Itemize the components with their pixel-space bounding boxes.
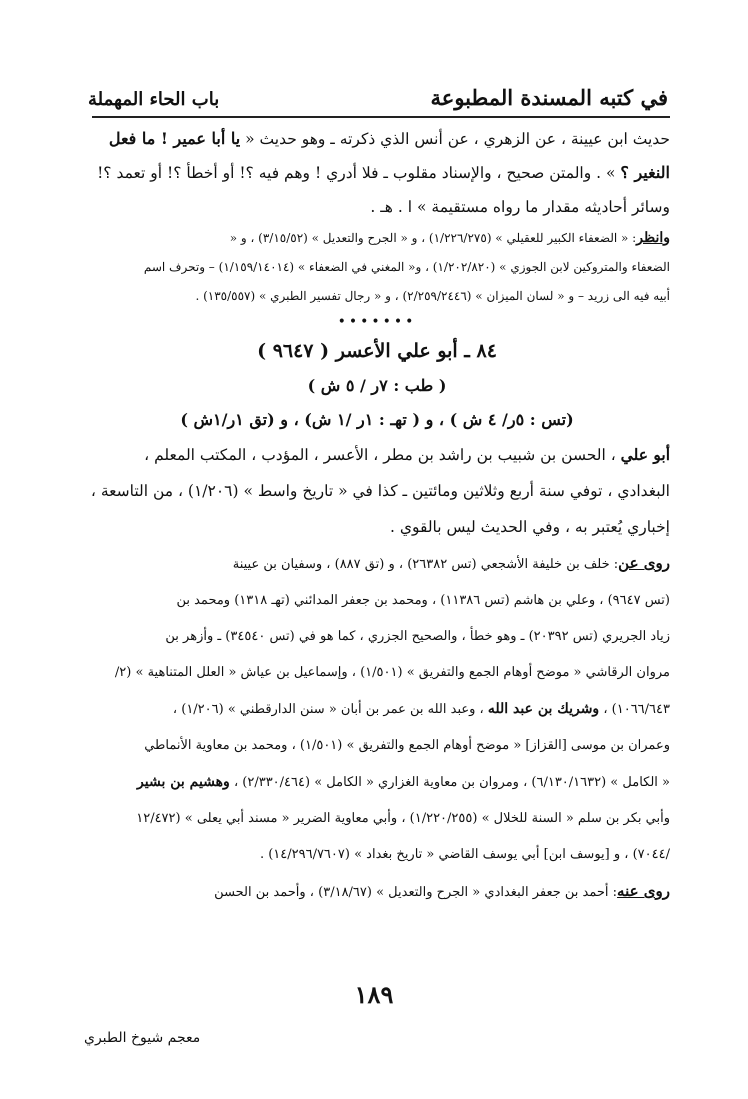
text-line: مروان الرقاشي « موضح أوهام الجمع والتفريق » (١/٥٠١) ، وإسماعيل بن عياش « العلل المتناهية » (٢/ xyxy=(114,665,670,680)
narrated-by-lead: روى عنه xyxy=(617,882,670,900)
previous-entry-text xyxy=(84,122,670,224)
text-line: « الكامل » (٦/١٣٠/١٦٣٢) ، ومروان بن معاوية الغزاري « الكامل » (٢/٣٣٠/٤٦٤) ، وهشيم بن بشير xyxy=(137,774,670,790)
text-line: روى عن: خلف بن خليفة الأشجعي (تس ٢٦٣٨٢) ، و (تق ٨٨٧) ، وسفيان بن عيينة xyxy=(232,554,670,572)
text-line: إخباري يُعتبر به ، وفي الحديث ليس بالقوي . xyxy=(390,518,670,536)
section-separator: ••••••• xyxy=(337,314,417,330)
text-line: روى عنه: أحمد بن جعفر البغدادي « الجرح والتعديل » (٣/١٨/٦٧) ، وأحمد بن الحسن xyxy=(214,882,670,900)
text-line: النغير ؟ » . والمتن صحيح ، والإسناد مقلوب ـ فلا أدري ! وهم فيه ؟! أو أخطأ ؟! أو تعمد ؟! xyxy=(97,163,670,182)
text-line: أبو علي ، الحسن بن شبيب بن راشد بن مطر ، الأعسر ، المؤدب ، المكتب المعلم ، xyxy=(144,445,670,464)
references-lead: وانظر xyxy=(636,230,670,246)
text-line: وأبي بكر بن سلم « السنة للخلال » (١/٢٢٠/٢٥٥) ، وأبي معاوية الضرير « مسند أبي يعلى » (١٢/٤٧٢ xyxy=(136,811,670,826)
text-line: زياد الجريري (تس ٢٠٣٩٢) ـ وهو خطأ ، والصحيح الجزري ، كما هو في (تس ٣٤٥٤٠) ـ وأزهر بن xyxy=(165,629,670,644)
reference-line: الضعفاء والمتروكين لابن الجوزي » (١/٢٠٢/٨٢٠) ، و« المغني في الضعفاء » (١/١٥٩/١٤٠١٤) – وتحرف اسم xyxy=(143,260,670,274)
entry-title: ٨٤ ـ أبو علي الأعسر ( ٩٦٤٧ ) xyxy=(257,340,497,362)
narrated-by-block xyxy=(84,873,670,911)
entry-sigla-secondary: (تس : ٥ر/ ٤ ش ) ، و ( تهـ : ١ر /١ ش) ، و (تق ١ر/١ش ) xyxy=(180,410,574,429)
biography xyxy=(84,437,670,545)
reference-line: وانظر: « الضعفاء الكبير للعقيلي » (١/٢٢٦/٢٧٥) ، و « الجرح والتعديل » (٣/١٥/٥٢) ، و « xyxy=(229,230,670,246)
reference-line: أبيه فيه الى زريد – و « لسان الميزان » (٢/٢٥٩/٢٤٤٦) ، و « رجال تفسير الطبري » (١٣٥/٥٥٧) . xyxy=(195,289,670,303)
footer-book-title: معجم شيوخ الطبري xyxy=(84,1030,201,1046)
chapter-title: باب الحاء المهملة xyxy=(88,89,220,110)
text-line: حديث ابن عيينة ، عن الزهري ، عن أنس الذي ذكرته ـ وهو حديث « يا أبا عمير ! ما فعل xyxy=(108,129,670,148)
text-line: وسائر أحاديثه مقدار ما رواه مستقيمة » ا . هـ . xyxy=(370,198,670,216)
narrated-from-block xyxy=(84,545,670,873)
text-line: ١٠٦٦/٦٤٣) ، وشريك بن عبد الله ، وعبد الله بن عمر بن أبان « سنن الدارقطني » (١/٢٠٦) ، xyxy=(172,701,670,717)
entry-sigla-primary: ( طب : ٧ر / ٥ ش ) xyxy=(307,376,447,395)
text-line: البغدادي ، توفي سنة أربع وثلاثين ومائتين ـ كذا في « تاريخ واسط » (١/٢٠٦) ، من التاسعة ، xyxy=(90,482,670,500)
page-number: ١٨٩ xyxy=(354,980,394,1009)
text-line: /٧٠٤٤) ، و [يوسف ابن] أبي يوسف القاضي « تاريخ بغداد » (١٤/٢٩٦/٧٦٠٧) . xyxy=(259,847,670,862)
text-line: (تس ٩٦٤٧) ، وعلي بن هاشم (تس ١١٣٨٦) ، ومحمد بن جعفر المدائني (تهـ ١٣١٨) ومحمد بن xyxy=(176,593,670,608)
book-title: في كتبه المسندة المطبوعة xyxy=(430,85,668,110)
running-header xyxy=(88,70,668,110)
narrated-from-lead: روى عن xyxy=(618,554,670,572)
text-line: وعمران بن موسى [القزاز] « موضح أوهام الجمع والتفريق » (١/٥٠١) ، ومحمد بن معاوية الأنماطي xyxy=(144,738,670,753)
header-rule xyxy=(92,116,670,118)
page-body xyxy=(84,122,670,911)
references-block xyxy=(84,224,670,311)
entry-kunya: أبو علي xyxy=(620,445,670,464)
